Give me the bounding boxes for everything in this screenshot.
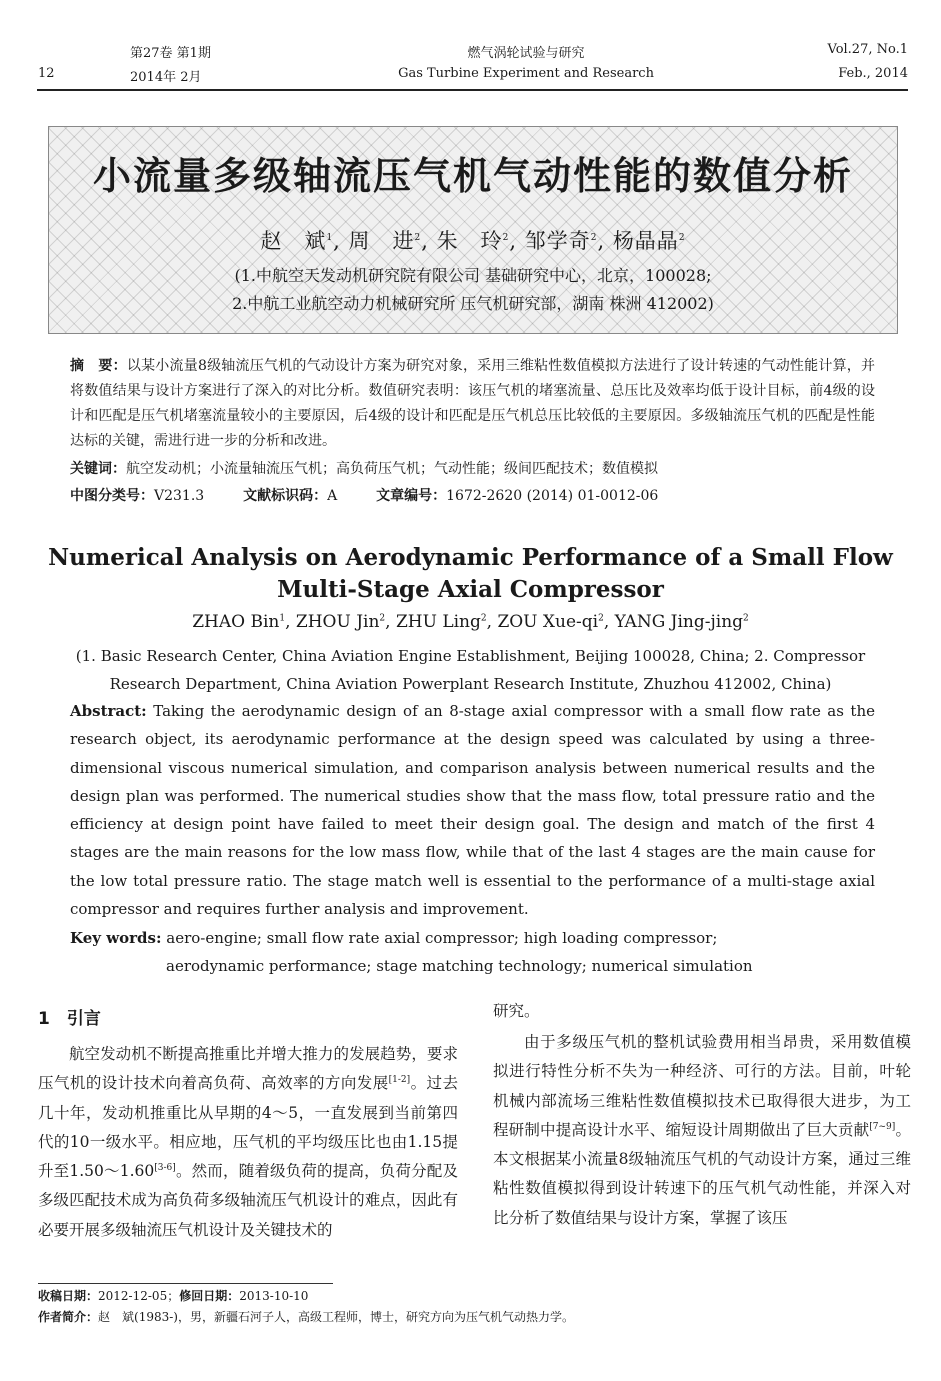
volume-en: Vol.27, No.1 bbox=[827, 42, 908, 57]
aff-mark: 1 bbox=[326, 233, 334, 243]
en-keywords-line-1: aero-engine; small flow rate axial compressor; high loading compressor; bbox=[166, 929, 718, 947]
cn-author: 赵 斌 bbox=[260, 229, 327, 253]
revised-date: 2013-10-10 bbox=[239, 1289, 309, 1303]
body-text: 。过去几十年，发动机推重比从早期的4～5，一直发展到当前第四代的10一级水平。相应地，压气机的平均级压比也由1.15提升至1.50～1.60 bbox=[38, 1074, 458, 1181]
cn-author: 朱 玲 bbox=[436, 229, 503, 253]
volume-cn: 第27卷 第1期 bbox=[130, 46, 211, 61]
cn-keywords-label: 关键词： bbox=[70, 461, 126, 477]
citation: [1-2] bbox=[388, 1075, 411, 1086]
cn-abstract-text: 以某小流量8级轴流压气机的气动设计方案为研究对象，采用三维粘性数值模拟方法进行了设计转速的气动性能计算，并将数值结果与设计方案进行了深入的对比分析。数值研究表明：该压气机的堵塞流量、总压比及效率均低于设计目标，前4级的设计和匹配是压气机堵塞流量较小的主要原因，后4级的设计和匹配是压气机总压比较低的主要原因。多级轴流压气机的匹配是性能达标的关键，需进行进一步的分析和改进。 bbox=[70, 358, 876, 449]
clc-label: 中图分类号： bbox=[70, 488, 154, 504]
aff-mark: 2 bbox=[590, 233, 598, 243]
footnote-rule bbox=[38, 1283, 333, 1284]
cn-affiliation-2: 2.中航工业航空动力机械研究所 压气机研究部，湖南 株洲 412002) bbox=[232, 294, 714, 313]
citation: [3-6] bbox=[154, 1163, 176, 1174]
en-keywords-label: Key words: bbox=[70, 929, 162, 947]
author-bio-label: 作者简介： bbox=[38, 1310, 99, 1324]
en-abstract-text: Taking the aerodynamic design of an 8-stage axial compressor with a small flow rate as the research object, its aerodynamic performance at the design speed was calculated by using a three-dimensional viscous numerical simulation, and comparison analysis between numerical results and the design plan was performed. The numerical studies show that the mass flow, total pressure ratio and the efficiency at design point have failed to meet their design goal. The design and match of the first 4 stages are the main reasons for the low mass flow, while that of the last 4 stages are the main cause for the low total pressure ratio. The stage match well is essential to the performance of a multi-stage axial compressor and requires further analysis and improvement. bbox=[70, 702, 875, 919]
body-text: 航空发动机不断提高推重比并增大推力的发展趋势，要求压气机的设计技术向着高负荷、高效率的方向发展 bbox=[38, 1045, 458, 1093]
cn-keywords-text: 航空发动机；小流量轴流压气机；高负荷压气机；气动性能；级间匹配技术；数值模拟 bbox=[126, 461, 658, 477]
en-title-line-2: Multi-Stage Axial Compressor bbox=[277, 576, 664, 603]
aff-mark: 2 bbox=[379, 613, 386, 624]
body-text: 。本文根据某小流量8级轴流压气机的气动设计方案，通过三维粘性数值模拟得到设计转速下的压气机气动性能，并深入对比分析了数值结果与设计方案，掌握了该压 bbox=[493, 1120, 911, 1227]
received-label: 收稿日期： bbox=[38, 1289, 99, 1303]
aff-mark: 2 bbox=[480, 613, 487, 624]
aff-mark: 1 bbox=[279, 613, 286, 624]
cn-keywords bbox=[70, 458, 658, 478]
page-number: 12 bbox=[38, 66, 55, 81]
date-cn: 2014年 2月 bbox=[130, 70, 202, 85]
en-author: ZHU Ling bbox=[395, 612, 481, 632]
aff-mark: 2 bbox=[598, 613, 604, 624]
en-affiliation: (1. Basic Research Center, China Aviation Engine Establishment, Beijing 100028, China; 2. Compressor Research Department, China Aviation Powerplant Research Institute, Zhuzhou 412002, China) bbox=[75, 647, 866, 693]
aff-mark: 2 bbox=[414, 233, 422, 243]
cn-authors: 赵 斌$^1$, 周 进$^2$, 朱 玲$^2$, 邹学奇$^2$, 杨晶晶$^2$ bbox=[260, 229, 686, 253]
received-date: 2012-12-05； bbox=[98, 1289, 180, 1303]
body-text: 。然而，随着级负荷的提高，负荷分配及多级匹配技术成为高负荷多级轴流压气机设计的难点，因此有必要开展多级轴流压气机设计及关键技术的 bbox=[38, 1162, 458, 1239]
en-author: ZHOU Jin bbox=[295, 612, 380, 632]
author-bio: 赵 斌(1983-)，男，新疆石河子人，高级工程师，博士，研究方向为压气机气动热力学。 bbox=[98, 1310, 574, 1324]
doc-code-value: A bbox=[327, 488, 338, 504]
cn-classification bbox=[70, 485, 658, 505]
footnote-dates bbox=[38, 1287, 308, 1304]
en-authors: ZHAO Bin$^1$, ZHOU Jin$^2$, ZHU Ling$^2$, ZOU Xue-$qi^2$, YANG Jing-jing$^2$ bbox=[192, 612, 749, 632]
cn-affiliation-1: (1.中航空天发动机研究院有限公司 基础研究中心，北京，100028; bbox=[234, 266, 712, 285]
en-author: ZOU Xue-qi bbox=[497, 612, 599, 632]
en-title-line-1: Numerical Analysis on Aerodynamic Performance of a Small Flow bbox=[48, 544, 893, 571]
aff-mark: 2 bbox=[743, 613, 749, 624]
cn-author: 周 进 bbox=[348, 229, 415, 253]
en-keywords bbox=[70, 924, 875, 980]
footnote-author bbox=[38, 1308, 574, 1325]
revised-label: 修回日期： bbox=[179, 1289, 240, 1303]
en-author: YANG Jing-jing bbox=[614, 612, 744, 632]
body-column-right-first-line: 研究。 bbox=[493, 1002, 540, 1020]
section-title: 1 引言 bbox=[38, 1009, 101, 1029]
body-text: 由于多级压气机的整机试验费用相当昂贵，采用数值模拟进行特性分析不失为一种经济、可行的方法。目前，叶轮机械内部流场三维粘性数值模拟技术已取得很大进步，为工程研制中提高设计水平、缩短设计周期做出了巨大贡献 bbox=[493, 1033, 911, 1139]
body-column-left bbox=[38, 1040, 458, 1245]
doc-code-label: 文献标识码： bbox=[243, 488, 328, 504]
journal-en: Gas Turbine Experiment and Research bbox=[398, 66, 654, 81]
en-keywords-line-2: aerodynamic performance; stage matching technology; numerical simulation bbox=[166, 957, 753, 975]
en-author: ZHAO Bin bbox=[192, 612, 280, 632]
cn-author: 邹学奇 bbox=[524, 229, 591, 253]
header-rule bbox=[37, 89, 908, 91]
article-no-label: 文章编号： bbox=[376, 488, 447, 504]
cn-abstract-label: 摘 要： bbox=[70, 358, 127, 374]
clc-value: V231.3 bbox=[154, 488, 205, 504]
en-abstract bbox=[70, 697, 875, 923]
date-en: Feb., 2014 bbox=[838, 66, 908, 81]
cn-title: 小流量多级轴流压气机气动性能的数值分析 bbox=[92, 154, 853, 198]
cn-abstract bbox=[70, 354, 875, 454]
en-abstract-label: Abstract: bbox=[70, 702, 147, 720]
title-box bbox=[48, 126, 898, 334]
article-no-value: 1672-2620 (2014) 01-0012-06 bbox=[446, 488, 659, 504]
body-column-right bbox=[493, 1028, 911, 1233]
aff-mark: 2 bbox=[678, 233, 686, 243]
aff-mark: 2 bbox=[502, 233, 510, 243]
citation: [7~9] bbox=[869, 1121, 896, 1132]
journal-cn: 燃气涡轮试验与研究 bbox=[467, 46, 585, 61]
cn-author: 杨晶晶 bbox=[612, 229, 679, 253]
